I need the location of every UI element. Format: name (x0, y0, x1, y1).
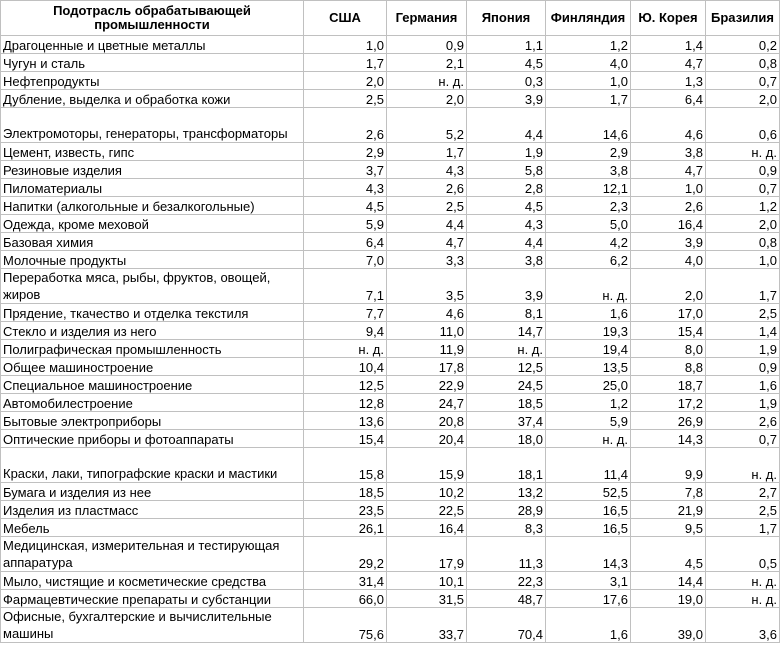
value-cell: 10,1 (387, 572, 467, 590)
industry-name-cell: Автомобилестроение (1, 394, 304, 412)
table-row (1, 269, 780, 304)
value-cell: 2,5 (304, 90, 387, 108)
value-cell: 18,0 (467, 430, 546, 448)
table-row (1, 537, 780, 572)
industry-name-cell: Цемент, известь, гипс (1, 143, 304, 161)
value-cell: 20,8 (387, 412, 467, 430)
table-row (1, 90, 780, 108)
value-cell: 19,4 (546, 340, 631, 358)
value-cell: 26,9 (631, 412, 706, 430)
industry-name-cell: Краски, лаки, типографские краски и мастики (1, 448, 304, 483)
value-cell: 2,6 (631, 197, 706, 215)
value-cell: 2,8 (467, 179, 546, 197)
value-cell: н. д. (706, 590, 780, 608)
value-cell: 4,5 (467, 197, 546, 215)
value-cell: 5,0 (546, 215, 631, 233)
header-row (1, 1, 780, 36)
industry-name-cell: Общее машиностроение (1, 358, 304, 376)
table-row (1, 412, 780, 430)
table-row (1, 483, 780, 501)
value-cell: 0,9 (706, 161, 780, 179)
table-row (1, 215, 780, 233)
value-cell: 12,8 (304, 394, 387, 412)
value-cell: 14,7 (467, 322, 546, 340)
industry-name-cell: Фармацевтические препараты и субстанции (1, 590, 304, 608)
value-cell: 4,7 (631, 54, 706, 72)
value-cell: 18,5 (304, 483, 387, 501)
table-row (1, 394, 780, 412)
value-cell: 11,4 (546, 448, 631, 483)
value-cell: 1,1 (467, 36, 546, 54)
header-country-japan: Япония (467, 1, 546, 36)
value-cell: 13,6 (304, 412, 387, 430)
value-cell: 1,9 (706, 394, 780, 412)
value-cell: 1,6 (546, 304, 631, 322)
value-cell: н. д. (546, 269, 631, 304)
value-cell: 3,9 (631, 233, 706, 251)
value-cell: 15,4 (304, 430, 387, 448)
value-cell: 4,7 (387, 233, 467, 251)
value-cell: 8,8 (631, 358, 706, 376)
value-cell: 17,6 (546, 590, 631, 608)
value-cell: 1,7 (546, 90, 631, 108)
table-row (1, 608, 780, 643)
value-cell: 4,5 (467, 54, 546, 72)
value-cell: 22,5 (387, 501, 467, 519)
value-cell: 10,2 (387, 483, 467, 501)
industry-name-cell: Мебель (1, 519, 304, 537)
table-row (1, 430, 780, 448)
value-cell: 2,0 (706, 90, 780, 108)
value-cell: 1,4 (631, 36, 706, 54)
value-cell: 1,7 (304, 54, 387, 72)
value-cell: 5,9 (304, 215, 387, 233)
table-row (1, 340, 780, 358)
industry-name-cell: Стекло и изделия из него (1, 322, 304, 340)
value-cell: 52,5 (546, 483, 631, 501)
value-cell: 19,3 (546, 322, 631, 340)
value-cell: 9,9 (631, 448, 706, 483)
value-cell: 2,0 (706, 215, 780, 233)
value-cell: 13,5 (546, 358, 631, 376)
value-cell: н. д. (467, 340, 546, 358)
industry-name-cell: Оптические приборы и фотоаппараты (1, 430, 304, 448)
industry-name-cell: Резиновые изделия (1, 161, 304, 179)
value-cell: 12,5 (467, 358, 546, 376)
value-cell: 9,5 (631, 519, 706, 537)
value-cell: 12,1 (546, 179, 631, 197)
value-cell: 2,6 (387, 179, 467, 197)
value-cell: н. д. (546, 430, 631, 448)
industry-name-cell: Электромоторы, генераторы, трансформаторы (1, 108, 304, 143)
value-cell: 5,8 (467, 161, 546, 179)
value-cell: 17,2 (631, 394, 706, 412)
value-cell: 2,5 (706, 304, 780, 322)
value-cell: 13,2 (467, 483, 546, 501)
value-cell: 15,4 (631, 322, 706, 340)
industry-name-cell: Одежда, кроме меховой (1, 215, 304, 233)
value-cell: 26,1 (304, 519, 387, 537)
value-cell: 21,9 (631, 501, 706, 519)
value-cell: 1,0 (546, 72, 631, 90)
value-cell: 6,2 (546, 251, 631, 269)
value-cell: 18,1 (467, 448, 546, 483)
value-cell: 0,7 (706, 430, 780, 448)
value-cell: 48,7 (467, 590, 546, 608)
value-cell: 2,9 (546, 143, 631, 161)
industry-name-cell: Офисные, бухгалтерские и вычислительные машины (1, 608, 304, 643)
table-row (1, 179, 780, 197)
industry-name-cell: Мыло, чистящие и косметические средства (1, 572, 304, 590)
value-cell: 1,0 (304, 36, 387, 54)
value-cell: 66,0 (304, 590, 387, 608)
value-cell: 2,5 (387, 197, 467, 215)
value-cell: 31,4 (304, 572, 387, 590)
table-row (1, 572, 780, 590)
value-cell: 17,9 (387, 537, 467, 572)
value-cell: 70,4 (467, 608, 546, 643)
value-cell: 3,8 (467, 251, 546, 269)
value-cell: 2,3 (546, 197, 631, 215)
value-cell: 16,5 (546, 519, 631, 537)
table-body (1, 36, 780, 643)
value-cell: 22,9 (387, 376, 467, 394)
industry-name-cell: Изделия из пластмасс (1, 501, 304, 519)
value-cell: 11,3 (467, 537, 546, 572)
value-cell: 11,9 (387, 340, 467, 358)
value-cell: 1,9 (706, 340, 780, 358)
value-cell: н. д. (387, 72, 467, 90)
industry-name-cell: Бытовые электроприборы (1, 412, 304, 430)
value-cell: 3,9 (467, 269, 546, 304)
value-cell: н. д. (706, 572, 780, 590)
value-cell: 4,5 (304, 197, 387, 215)
table-row (1, 197, 780, 215)
value-cell: 7,1 (304, 269, 387, 304)
value-cell: н. д. (706, 143, 780, 161)
value-cell: 75,6 (304, 608, 387, 643)
value-cell: 0,6 (706, 108, 780, 143)
value-cell: 1,2 (706, 197, 780, 215)
value-cell: 19,0 (631, 590, 706, 608)
value-cell: 4,0 (546, 54, 631, 72)
table-row (1, 108, 780, 143)
value-cell: 7,0 (304, 251, 387, 269)
value-cell: 18,5 (467, 394, 546, 412)
value-cell: 3,7 (304, 161, 387, 179)
value-cell: 14,6 (546, 108, 631, 143)
value-cell: 0,8 (706, 54, 780, 72)
value-cell: 3,1 (546, 572, 631, 590)
value-cell: 1,0 (706, 251, 780, 269)
value-cell: 25,0 (546, 376, 631, 394)
value-cell: 10,4 (304, 358, 387, 376)
value-cell: 28,9 (467, 501, 546, 519)
value-cell: 9,4 (304, 322, 387, 340)
value-cell: 15,8 (304, 448, 387, 483)
value-cell: 3,5 (387, 269, 467, 304)
value-cell: 16,4 (387, 519, 467, 537)
value-cell: 4,7 (631, 161, 706, 179)
value-cell: 4,6 (631, 108, 706, 143)
value-cell: 2,5 (706, 501, 780, 519)
header-country-korea: Ю. Корея (631, 1, 706, 36)
industry-name-cell: Переработка мяса, рыбы, фруктов, овощей, жиров (1, 269, 304, 304)
value-cell: 3,3 (387, 251, 467, 269)
value-cell: 4,3 (387, 161, 467, 179)
industry-name-cell: Дубление, выделка и обработка кожи (1, 90, 304, 108)
value-cell: 17,8 (387, 358, 467, 376)
value-cell: 22,3 (467, 572, 546, 590)
value-cell: 18,7 (631, 376, 706, 394)
value-cell: 7,8 (631, 483, 706, 501)
industry-name-cell: Полиграфическая промышленность (1, 340, 304, 358)
value-cell: 14,4 (631, 572, 706, 590)
value-cell: 8,3 (467, 519, 546, 537)
value-cell: 3,9 (467, 90, 546, 108)
table-row (1, 322, 780, 340)
value-cell: 31,5 (387, 590, 467, 608)
table-row (1, 161, 780, 179)
value-cell: 1,2 (546, 394, 631, 412)
value-cell: 6,4 (304, 233, 387, 251)
header-country-germany: Германия (387, 1, 467, 36)
table-row (1, 143, 780, 161)
value-cell: н. д. (706, 448, 780, 483)
value-cell: 4,3 (467, 215, 546, 233)
value-cell: 4,2 (546, 233, 631, 251)
value-cell: 33,7 (387, 608, 467, 643)
table-row (1, 448, 780, 483)
table-row (1, 72, 780, 90)
table-row (1, 233, 780, 251)
value-cell: 4,5 (631, 537, 706, 572)
table-row (1, 590, 780, 608)
value-cell: 24,7 (387, 394, 467, 412)
value-cell: 2,9 (304, 143, 387, 161)
value-cell: 0,2 (706, 36, 780, 54)
value-cell: 4,4 (387, 215, 467, 233)
value-cell: 1,7 (387, 143, 467, 161)
value-cell: 1,6 (706, 376, 780, 394)
value-cell: 4,4 (467, 233, 546, 251)
value-cell: 0,5 (706, 537, 780, 572)
value-cell: 15,9 (387, 448, 467, 483)
value-cell: 23,5 (304, 501, 387, 519)
value-cell: 1,7 (706, 519, 780, 537)
value-cell: 1,4 (706, 322, 780, 340)
value-cell: 11,0 (387, 322, 467, 340)
value-cell: 37,4 (467, 412, 546, 430)
value-cell: 16,4 (631, 215, 706, 233)
value-cell: 4,0 (631, 251, 706, 269)
value-cell: 3,8 (631, 143, 706, 161)
industry-name-cell: Нефтепродукты (1, 72, 304, 90)
value-cell: 2,0 (304, 72, 387, 90)
value-cell: 2,1 (387, 54, 467, 72)
table-row (1, 304, 780, 322)
value-cell: 1,7 (706, 269, 780, 304)
value-cell: 12,5 (304, 376, 387, 394)
table-row (1, 376, 780, 394)
industry-name-cell: Базовая химия (1, 233, 304, 251)
value-cell: 1,2 (546, 36, 631, 54)
value-cell: 8,0 (631, 340, 706, 358)
value-cell: 3,8 (546, 161, 631, 179)
value-cell: 0,8 (706, 233, 780, 251)
industry-name-cell: Драгоценные и цветные металлы (1, 36, 304, 54)
value-cell: 2,6 (706, 412, 780, 430)
header-industry: Подотрасль обрабатывающей промышленности (1, 1, 304, 36)
value-cell: 0,3 (467, 72, 546, 90)
header-country-brazil: Бразилия (706, 1, 780, 36)
table-row (1, 54, 780, 72)
industry-name-cell: Прядение, ткачество и отделка текстиля (1, 304, 304, 322)
value-cell: 7,7 (304, 304, 387, 322)
value-cell: 1,3 (631, 72, 706, 90)
header-country-usa: США (304, 1, 387, 36)
industry-name-cell: Специальное машиностроение (1, 376, 304, 394)
value-cell: 5,2 (387, 108, 467, 143)
value-cell: 2,0 (387, 90, 467, 108)
value-cell: 0,7 (706, 72, 780, 90)
value-cell: 24,5 (467, 376, 546, 394)
value-cell: 0,9 (387, 36, 467, 54)
value-cell: н. д. (304, 340, 387, 358)
value-cell: 0,9 (706, 358, 780, 376)
value-cell: 17,0 (631, 304, 706, 322)
value-cell: 1,6 (546, 608, 631, 643)
industry-name-cell: Бумага и изделия из нее (1, 483, 304, 501)
value-cell: 1,9 (467, 143, 546, 161)
value-cell: 2,7 (706, 483, 780, 501)
table-row (1, 251, 780, 269)
value-cell: 39,0 (631, 608, 706, 643)
value-cell: 14,3 (631, 430, 706, 448)
header-country-finland: Финляндия (546, 1, 631, 36)
value-cell: 14,3 (546, 537, 631, 572)
value-cell: 20,4 (387, 430, 467, 448)
value-cell: 3,6 (706, 608, 780, 643)
industry-name-cell: Пиломатериалы (1, 179, 304, 197)
value-cell: 1,0 (631, 179, 706, 197)
value-cell: 4,6 (387, 304, 467, 322)
value-cell: 2,6 (304, 108, 387, 143)
industry-name-cell: Молочные продукты (1, 251, 304, 269)
table-row (1, 519, 780, 537)
table-row (1, 36, 780, 54)
table-row (1, 358, 780, 376)
value-cell: 5,9 (546, 412, 631, 430)
industry-name-cell: Медицинская, измерительная и тестирующая аппаратура (1, 537, 304, 572)
value-cell: 8,1 (467, 304, 546, 322)
value-cell: 16,5 (546, 501, 631, 519)
value-cell: 6,4 (631, 90, 706, 108)
industry-name-cell: Чугун и сталь (1, 54, 304, 72)
industry-name-cell: Напитки (алкогольные и безалкогольные) (1, 197, 304, 215)
table-row (1, 501, 780, 519)
value-cell: 2,0 (631, 269, 706, 304)
value-cell: 29,2 (304, 537, 387, 572)
value-cell: 0,7 (706, 179, 780, 197)
value-cell: 4,3 (304, 179, 387, 197)
value-cell: 4,4 (467, 108, 546, 143)
